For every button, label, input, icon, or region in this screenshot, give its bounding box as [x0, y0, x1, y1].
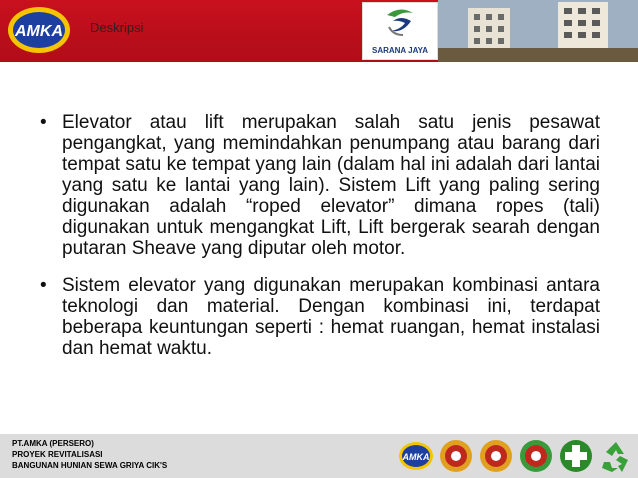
- amka-small-logo-icon: [398, 438, 434, 474]
- bullet-text: Elevator atau lift merupakan salah satu jenis pesawat pengangkat, yang memindahkan penumpang atau barang dari tempat satu ke tempat yang lain (dalam hal ini adalah dari lantai yang satu ke lantai yang lain). Sistem Lift yang paling sering digunakan adalah “roped elevator” dimana ropes (tali) digunakan untuk mengangkat Lift, Lift bergerak searah dengan putaran Sheave yang diputar oleh motor.: [62, 112, 600, 259]
- certification-badge-icon: [478, 438, 514, 474]
- bullet-item: [40, 275, 600, 359]
- svg-text:AMKA: AMKA: [402, 452, 430, 462]
- certification-badge-icon: [518, 438, 554, 474]
- footer-company-name: PT.AMKA (PERSERO): [12, 439, 94, 448]
- slide-title: Deskripsi: [90, 20, 144, 35]
- sarana-jaya-text: SARANA JAYA: [371, 46, 429, 55]
- bullet-dot: •: [40, 275, 47, 296]
- recycle-icon: [598, 438, 634, 474]
- amka-logo-text: AMKA: [15, 23, 63, 40]
- bullet-dot: •: [40, 112, 47, 133]
- footer-building-line: BANGUNAN HUNIAN SEWA GRIYA CIK'S: [12, 461, 168, 470]
- footer-company-info: [12, 438, 167, 471]
- bullet-item: [40, 112, 600, 259]
- footer-project-line: PROYEK REVITALISASI: [12, 450, 103, 459]
- sarana-jaya-logo: [362, 2, 438, 60]
- header-bar: [0, 0, 638, 62]
- amka-logo: [6, 4, 72, 56]
- safety-cross-gear-icon: [558, 438, 594, 474]
- content-area: [40, 112, 600, 375]
- certification-badge-icon: [438, 438, 474, 474]
- buildings-photo: [438, 0, 638, 62]
- sarana-jaya-emblem-icon: [363, 3, 437, 43]
- bullet-text: Sistem elevator yang digunakan merupakan kombinasi antara teknologi dan material. Dengan kombinasi ini, terdapat beberapa keuntungan seperti : hemat ruangan, hemat instalasi dan hemat waktu.: [62, 275, 600, 359]
- footer-bar: [0, 434, 638, 478]
- certification-logos: [398, 436, 634, 476]
